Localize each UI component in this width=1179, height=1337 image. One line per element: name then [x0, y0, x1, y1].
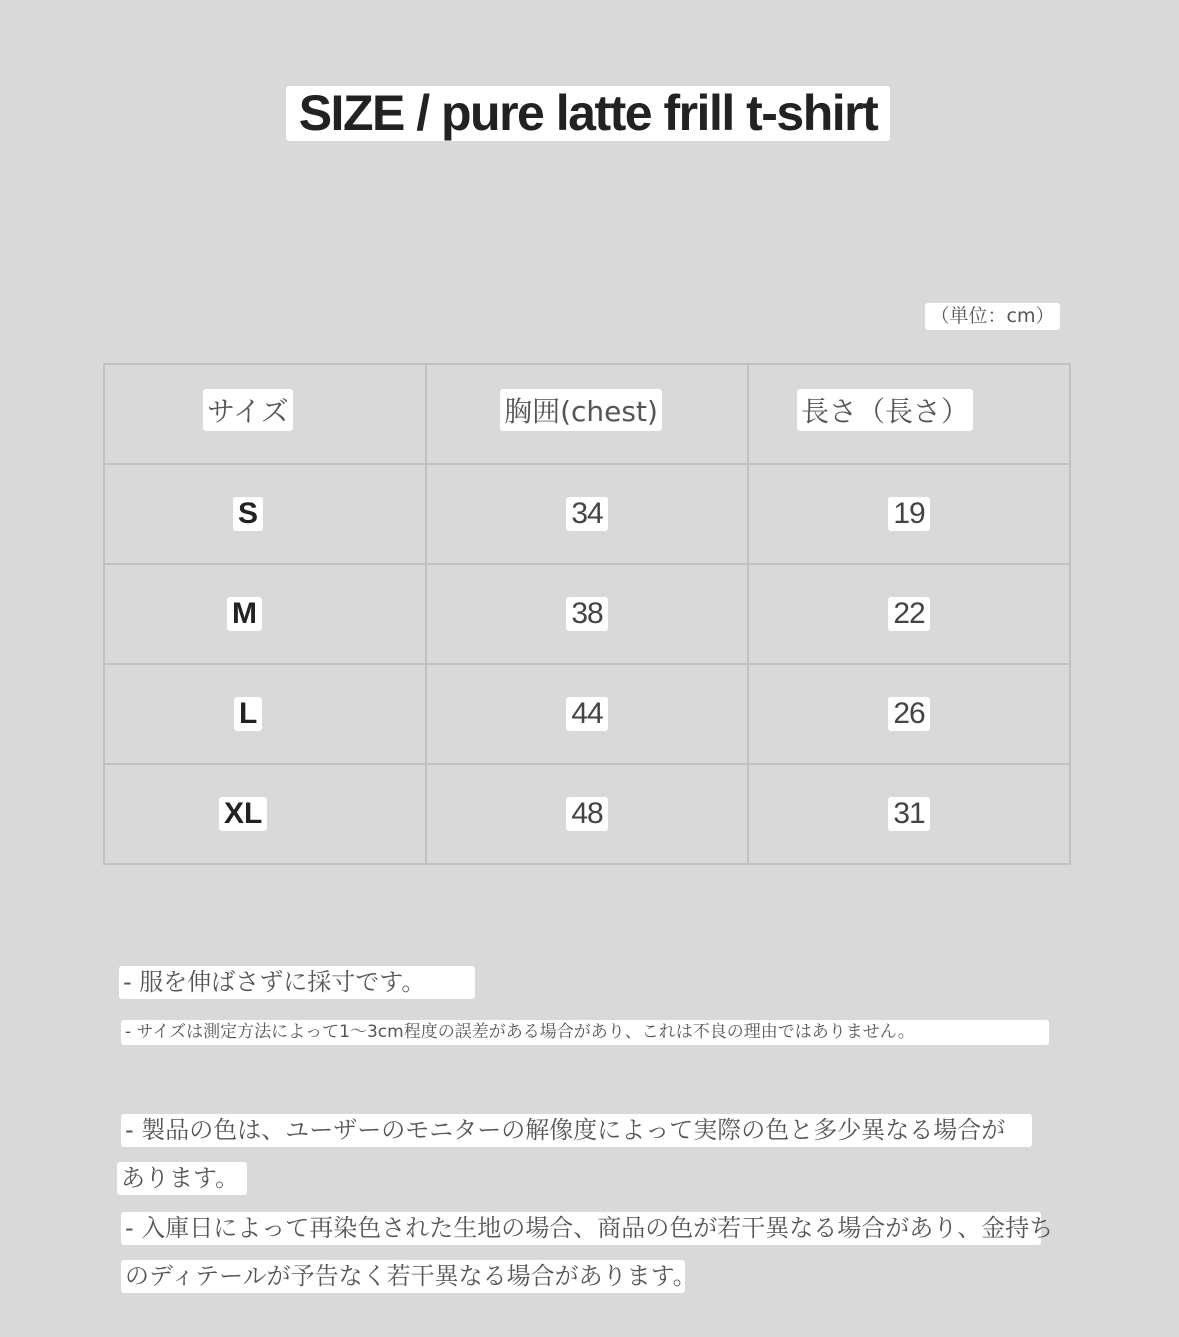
note-color-monitor: - 製品の色は、ユーザーのモニターの解像度によって実際の色と多少異なる場合が: [121, 1114, 1032, 1147]
header-cell-size: [104, 364, 426, 464]
table-row: [104, 464, 1070, 564]
size-cell: [104, 664, 426, 764]
size-label-s: S: [233, 497, 263, 531]
length-value: 31: [888, 797, 929, 831]
chest-cell: [426, 664, 748, 764]
page-title: SIZE / pure latte frill t-shirt: [286, 86, 890, 141]
header-size-label: サイズ: [203, 389, 293, 431]
note-color-monitor-cont: あります。: [117, 1162, 247, 1195]
header-chest-label: 胸囲(chest): [500, 389, 662, 431]
length-cell: [748, 564, 1070, 664]
size-table: [103, 363, 1071, 865]
chest-cell: [426, 764, 748, 864]
chest-cell: [426, 564, 748, 664]
note-measurement: - 服を伸ばさずに採寸です。: [119, 966, 475, 999]
unit-label: （単位：cm）: [925, 303, 1060, 330]
size-cell: [104, 464, 426, 564]
chest-value: 48: [566, 797, 607, 831]
note-size-tolerance: - サイズは測定方法によって1～3cm程度の誤差がある場合があり、これは不良の理由ではありません。: [121, 1020, 1049, 1045]
table-header-row: [104, 364, 1070, 464]
header-cell-length: [748, 364, 1070, 464]
size-cell: [104, 564, 426, 664]
length-value: 22: [888, 597, 929, 631]
size-cell: [104, 764, 426, 864]
size-label-xl: XL: [219, 797, 267, 831]
header-cell-chest: [426, 364, 748, 464]
chest-value: 38: [566, 597, 607, 631]
note-redye: - 入庫日によって再染色された生地の場合、商品の色が若干異なる場合があり、金持ち: [121, 1212, 1041, 1245]
header-length-label: 長さ（長さ）: [797, 389, 973, 431]
chest-cell: [426, 464, 748, 564]
length-cell: [748, 464, 1070, 564]
chest-value: 44: [566, 697, 607, 731]
table-row: [104, 764, 1070, 864]
table-row: [104, 564, 1070, 664]
note-redye-cont: のディテールが予告なく若干異なる場合があります。: [121, 1260, 685, 1293]
table-row: [104, 664, 1070, 764]
size-label-l: L: [234, 697, 262, 731]
size-label-m: M: [227, 597, 262, 631]
chest-value: 34: [566, 497, 607, 531]
length-cell: [748, 764, 1070, 864]
length-cell: [748, 664, 1070, 764]
length-value: 19: [888, 497, 929, 531]
length-value: 26: [888, 697, 929, 731]
